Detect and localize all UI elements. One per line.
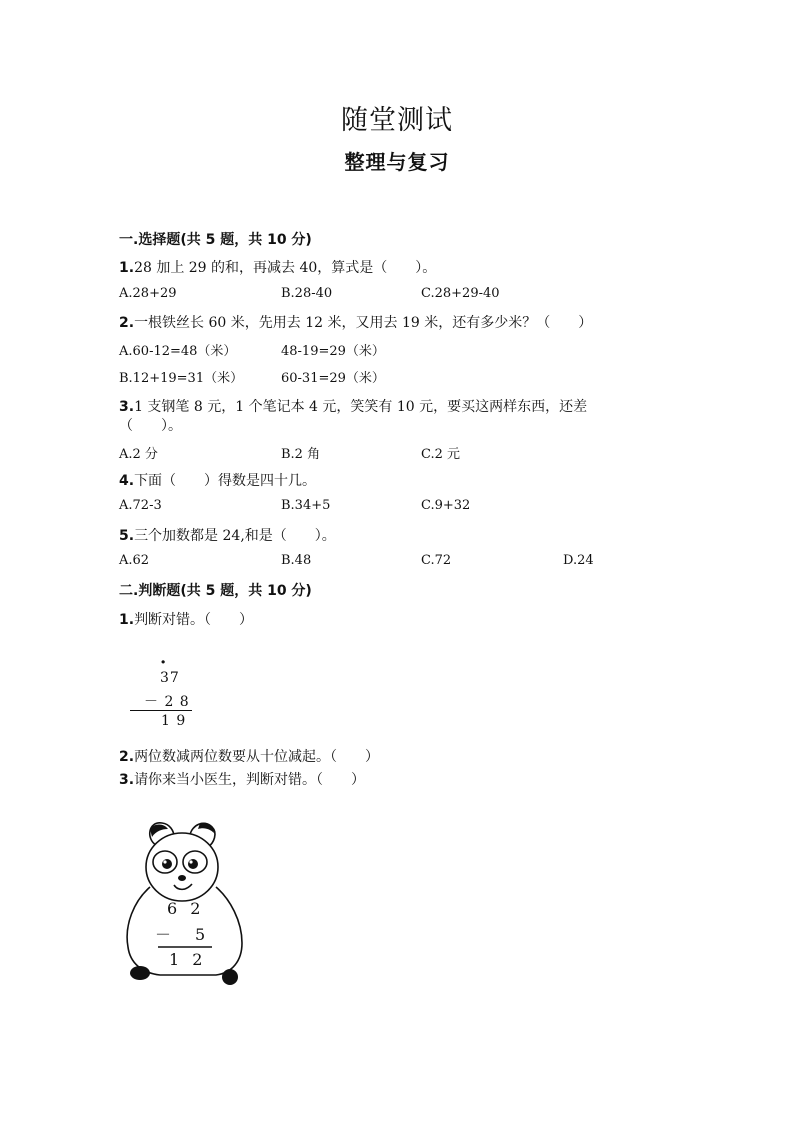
question-text: 判断对错。（ ） xyxy=(134,612,254,628)
calc-minuend: 37 xyxy=(160,670,180,686)
judge-question-1 xyxy=(119,609,253,629)
option-b: B.48 xyxy=(281,553,312,568)
question-text: 1 支钢笔 8 元，1 个笔记本 4 元，笑笑有 10 元，要买这两样东西，还差 xyxy=(134,399,588,415)
section-heading-judge: 二.判断题(共 5 题，共 10 分) xyxy=(119,583,312,599)
option-a: A.62 xyxy=(119,553,150,568)
panda-calc-minuend: 6 2 xyxy=(167,899,205,918)
option-b-step2: 60-31=29（米） xyxy=(281,371,385,386)
option-c: C.28+29-40 xyxy=(421,286,500,301)
question-text: 请你来当小医生，判断对错。（ ） xyxy=(134,772,366,788)
question-5 xyxy=(119,525,336,545)
borrow-dot: · xyxy=(160,652,168,673)
calc-line xyxy=(130,710,192,711)
page-subtitle: 整理与复习 xyxy=(344,150,450,174)
option-b: B.2 角 xyxy=(281,447,321,462)
option-c: C.9+32 xyxy=(421,498,471,513)
calc-result: 1 9 xyxy=(161,713,187,729)
option-a: A.72-3 xyxy=(119,498,162,513)
question-4 xyxy=(119,470,316,490)
question-number: 1. xyxy=(119,612,135,628)
option-a-step2: 48-19=29（米） xyxy=(281,344,385,359)
option-d: D.24 xyxy=(563,553,594,568)
question-text: 三个加数都是 24,和是（ ）。 xyxy=(134,528,336,544)
calc-subtrahend: － 2 8 xyxy=(144,694,190,710)
option-a: A.28+29 xyxy=(119,286,177,301)
question-text: 下面（ ）得数是四十几。 xyxy=(134,473,317,489)
question-number: 4. xyxy=(119,473,135,489)
question-number: 2. xyxy=(119,315,135,331)
judge-question-3 xyxy=(119,769,365,789)
option-c: C.2 元 xyxy=(421,447,461,462)
question-number: 3. xyxy=(119,772,135,788)
option-b: B.28-40 xyxy=(281,286,333,301)
panda-calc-subtrahend: － 5 xyxy=(155,925,210,944)
option-b: B.12+19=31（米） xyxy=(119,371,244,386)
question-number: 3. xyxy=(119,399,135,415)
option-a: A.60-12=48（米） xyxy=(119,344,237,359)
option-a: A.2 分 xyxy=(119,447,158,462)
question-3 xyxy=(119,396,587,416)
question-number: 5. xyxy=(119,528,135,544)
option-c: C.72 xyxy=(421,553,452,568)
question-3-continued: （ ）。 xyxy=(119,418,182,434)
page-title: 随堂测试 xyxy=(341,105,453,136)
question-text: 两位数减两位数要从十位减起。（ ） xyxy=(134,749,380,765)
question-1 xyxy=(119,257,436,277)
option-b: B.34+5 xyxy=(281,498,331,513)
question-text: 一根铁丝长 60 米，先用去 12 米，又用去 19 米，还有多少米？（ ） xyxy=(134,315,593,331)
question-text: 28 加上 29 的和，再减去 40，算式是（ ）。 xyxy=(134,260,437,276)
question-number: 2. xyxy=(119,749,135,765)
panda-calc-result: 1 2 xyxy=(169,950,207,969)
judge-question-2 xyxy=(119,746,379,766)
question-number: 1. xyxy=(119,260,135,276)
section-heading-choice: 一.选择题(共 5 题，共 10 分) xyxy=(119,232,312,248)
question-2 xyxy=(119,312,592,332)
